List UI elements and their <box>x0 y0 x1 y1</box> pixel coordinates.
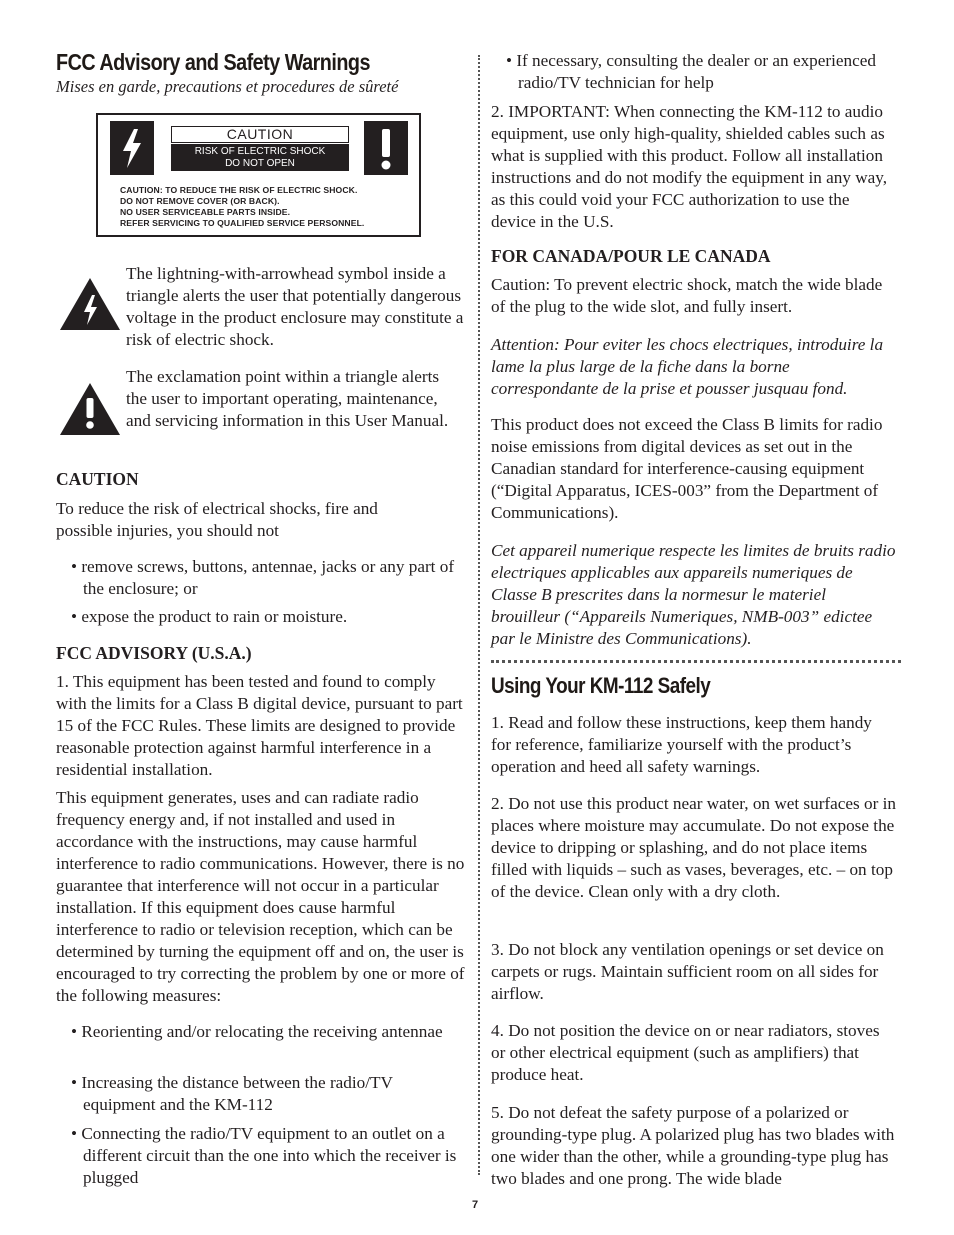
canada-heading: FOR CANADA/POUR LE CANADA <box>491 246 771 266</box>
caution-bullet-1: • remove screws, buttons, antennae, jacks or any part of the enclosure; or <box>71 557 455 598</box>
caution-label-text: CAUTION: TO REDUCE THE RISK OF ELECTRIC SHOCK. DO NOT REMOVE COVER (OR BACK). NO USER SERVICEABLE PARTS INSIDE. REFER SERVICING TO QUALIFIED SERVICE PERSONNEL. <box>120 185 365 228</box>
section-divider <box>491 660 901 663</box>
canada-classb: This product does not exceed the Class B limits for radio noise emissions from digital devices as set out in the Canadian standard for interference-causing equipment (“Digital Apparatus, ICES-003” from the Department of Communications). <box>491 415 883 522</box>
page-title: FCC Advisory and Safety Warnings <box>56 49 370 75</box>
canada-attention: Attention: Pour eviter les chocs electriques, introduire la lame la plus large de la fiche dans la borne correspondante de la prise et pousser jusquau fond. <box>491 335 884 398</box>
fcc-bullet-2: • Increasing the distance between the radio/TV equipment and the KM-112 <box>71 1073 393 1114</box>
important-paragraph: 2. IMPORTANT: When connecting the KM-112 to audio equipment, use only high-quality, shielded cables such as what is supplied with this product. Follow all installation instructions and do not modify the equipment in any way, as this could void your FCC authorization to use the device in the U.S. <box>491 102 888 231</box>
canada-french: Cet appareil numerique respecte les limites de bruits radio electriques applicables aux appareils numeriques de Classe B prescrites dans la normesur le materiel brouilleur (“Appareils Numeriques, NMB-003” edictee par le Ministre des Communications). <box>491 541 896 648</box>
caution-heading: CAUTION <box>56 469 139 489</box>
safely-item-1: 1. Read and follow these instructions, keep them handy for reference, familiarize yourself with the product’s operation and heed all safety warnings. <box>491 713 872 776</box>
fcc-heading: FCC ADVISORY (U.S.A.) <box>56 643 252 663</box>
caution-bullet-2: • expose the product to rain or moisture. <box>71 607 348 626</box>
caution-label-box <box>96 113 421 237</box>
lightning-label-icon <box>110 121 154 175</box>
caution-intro: To reduce the risk of electrical shocks, fire and possible injuries, you should not <box>56 499 378 540</box>
exclamation-label-icon <box>364 121 408 175</box>
page-number: 7 <box>472 1199 479 1211</box>
safely-item-2: 2. Do not use this product near water, on wet surfaces or in places where moisture may accumulate. Do not expose the device to dripping or splashing, and do not place items filled with liquids – such as vases, beverages, etc. – on top of the device. Clean only with a dry cloth. <box>491 794 897 901</box>
page-subtitle: Mises en garde, precautions et procedures de sûreté <box>56 77 399 96</box>
safely-item-3: 3. Do not block any ventilation openings or set device on carpets or rugs. Maintain sufficient room on all sides for airflow. <box>491 940 884 1003</box>
fcc-bullet-3: • Connecting the radio/TV equipment to an outlet on a different circuit than the one into which the receiver is plugged <box>71 1124 457 1187</box>
safely-item-4: 4. Do not position the device on or near radiators, stoves or other electrical equipment (such as amplifiers) that produce heat. <box>491 1021 880 1084</box>
fcc-bullet-4: • If necessary, consulting the dealer or an experienced radio/TV technician for help <box>506 51 876 92</box>
exclamation-triangle-icon <box>59 382 121 436</box>
column-divider <box>478 55 480 1175</box>
exclamation-description: The exclamation point within a triangle alerts the user to important operating, maintenance, and servicing information in this User Manual. <box>126 367 449 430</box>
lightning-triangle-icon <box>59 277 121 331</box>
safely-item-5: 5. Do not defeat the safety purpose of a polarized or grounding-type plug. A polarized plug has two blades with one wider than the other, while a grounding-type plug has two blades and one prong. The wide blade <box>491 1103 895 1188</box>
lightning-description: The lightning-with-arrowhead symbol inside a triangle alerts the user that potentially dangerous voltage in the product enclosure may constitute a risk of electric shock. <box>126 264 464 349</box>
canada-caution: Caution: To prevent electric shock, match the wide blade of the plug to the wide slot, and fully insert. <box>491 275 883 316</box>
fcc-paragraph-1: 1. This equipment has been tested and found to comply with the limits for a Class B digital device, pursuant to part 15 of the FCC Rules. These limits are designed to provide reasonable protection against harmful interference in a residential installation. <box>56 672 463 779</box>
caution-label-title: CAUTION <box>171 126 349 143</box>
fcc-paragraph-2: This equipment generates, uses and can radiate radio frequency energy and, if not installed and used in accordance with the instructions, may cause harmful interference to radio communications. However, there is no guarantee that interference will not occur in a particular installation. If this equipment does cause harmful interference to radio or television reception, which can be determined by turning the equipment off and on, the user is encouraged to try correcting the problem by one or more of the following measures: <box>56 788 465 1005</box>
fcc-bullet-1: • Reorienting and/or relocating the receiving antennae <box>71 1022 443 1041</box>
caution-label-subtitle: RISK OF ELECTRIC SHOCK DO NOT OPEN <box>171 144 349 171</box>
safely-heading: Using Your KM-112 Safely <box>491 673 711 698</box>
